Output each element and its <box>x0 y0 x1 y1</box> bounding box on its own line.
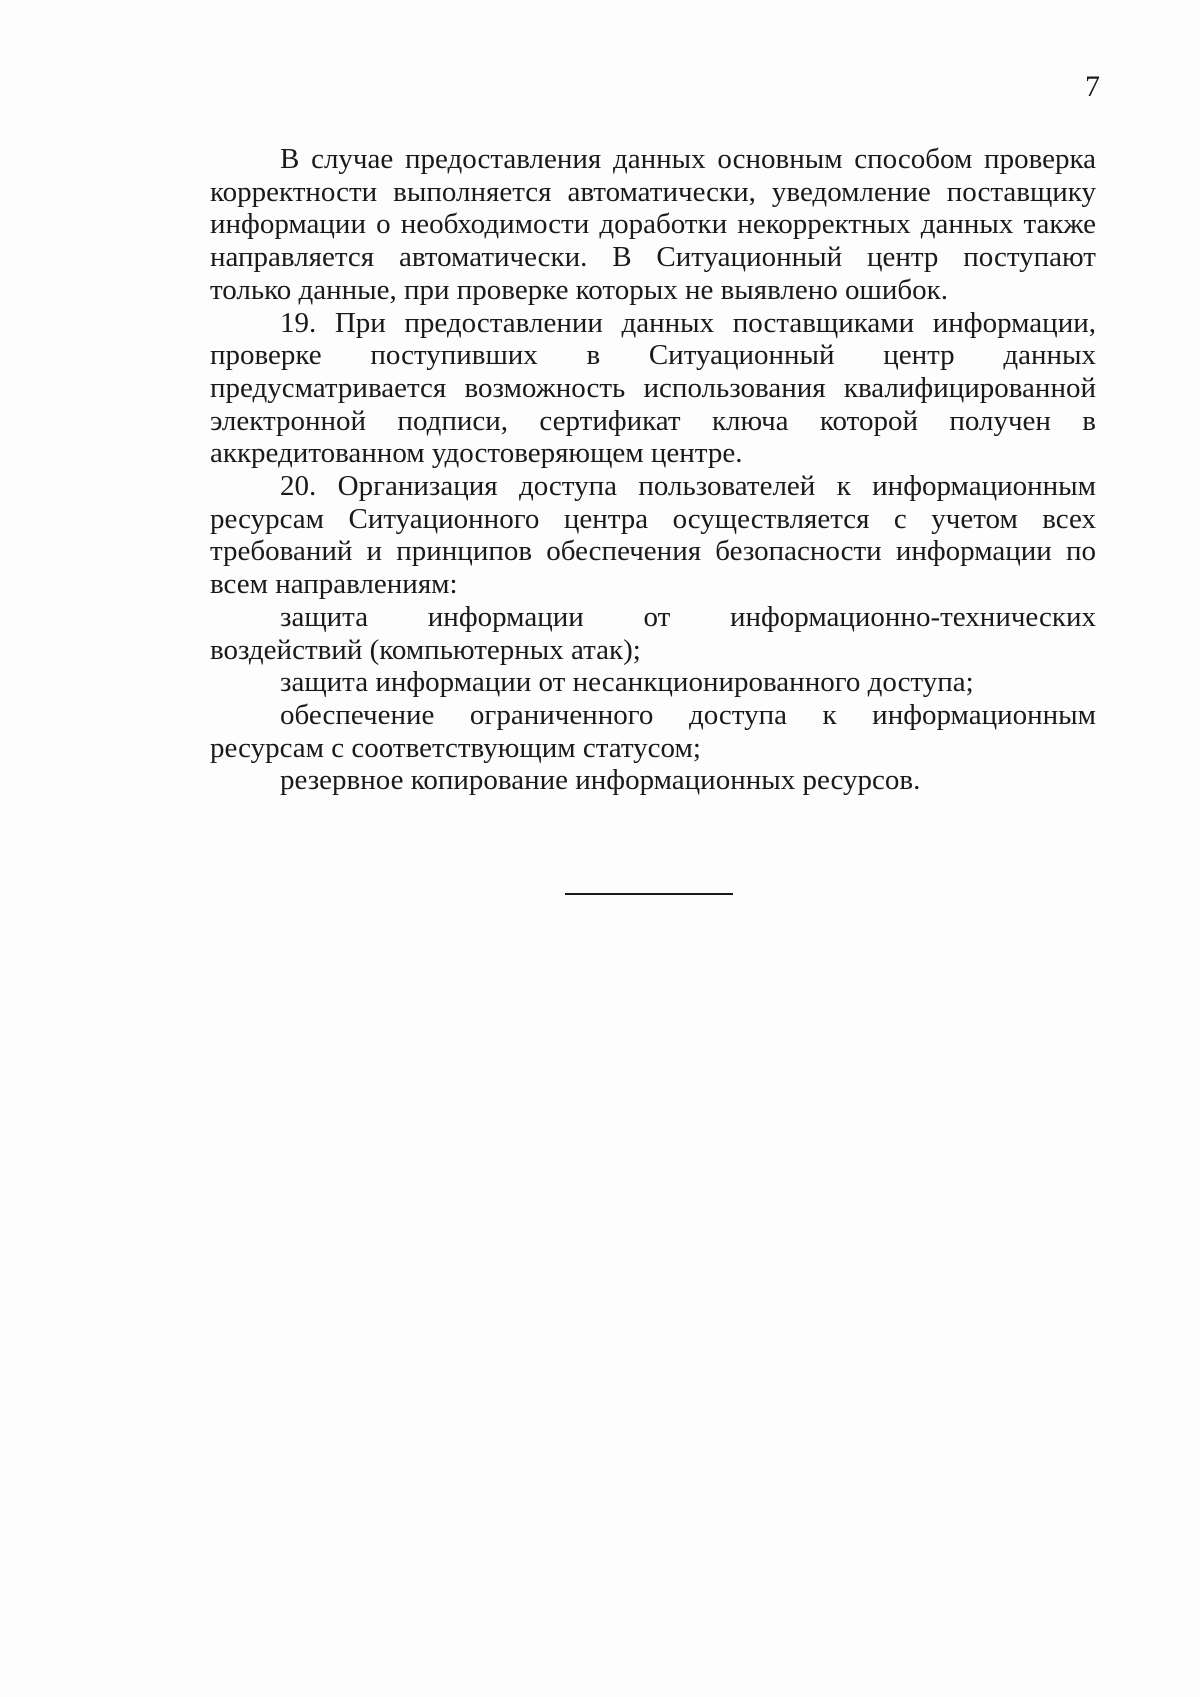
list-item: защита информации от несанкционированного доступа; <box>280 666 974 699</box>
paragraph-verification: В случае предоставления данных основным способом проверка корректности выполняется автоматически, уведомление поставщику информации о необходимости доработки некорректных данных также направляется автоматически. В Ситуационный центр поступают только данные, при проверке которых не выявлено ошибок. <box>210 143 1096 306</box>
page-number: 7 <box>1085 70 1100 103</box>
list-item: защита информации от информационно-технических воздействий (компьютерных атак); <box>210 600 1096 666</box>
paragraph-19-electronic-signature: 19. При предоставлении данных поставщиками информации, проверке поступивших в Ситуационный центр данных предусматривается возможность использования квалифицированной электронной подписи, сертификат ключа которой получен в аккредитованном удостоверяющем центре. <box>210 306 1096 470</box>
document-body <box>210 143 1096 797</box>
list-item: резервное копирование информационных ресурсов. <box>280 764 921 797</box>
end-of-document-rule <box>565 893 733 895</box>
list-item: обеспечение ограниченного доступа к информационным ресурсам с соответствующим статусом; <box>210 698 1096 764</box>
paragraph-20-access-organization: 20. Организация доступа пользователей к информационным ресурсам Ситуационного центра осуществляется с учетом всех требований и принципов обеспечения безопасности информации по всем направлениям: <box>210 470 1096 601</box>
